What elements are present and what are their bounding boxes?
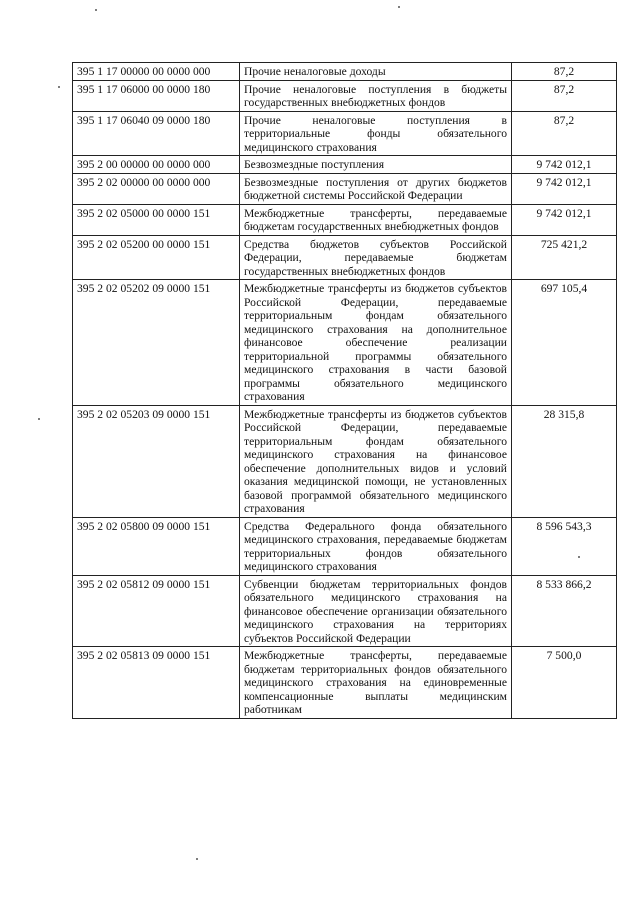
revenue-amount: 9 742 012,1: [512, 156, 617, 174]
revenue-code: 395 2 02 05800 09 0000 151: [73, 517, 240, 575]
revenue-amount: 87,2: [512, 63, 617, 81]
table-row: [73, 517, 617, 575]
table-row: [73, 575, 617, 647]
revenue-name: Межбюджетные трансферты из бюджетов субъектов Российской Федерации, передаваемые территориальным фондам обязательного медицинского страхования на дополнительное финансовое обеспечение реализации территориальной программы обязательного медицинского страхования в части базовой программы обязательного медицинского страхования: [240, 280, 512, 406]
table-row: [73, 647, 617, 719]
revenue-amount: 9 742 012,1: [512, 204, 617, 235]
revenue-code: 395 2 02 05812 09 0000 151: [73, 575, 240, 647]
scan-speck: [95, 9, 97, 11]
revenue-name: Средства Федерального фонда обязательного медицинского страхования, передаваемые бюджетам территориальных фондов обязательного медицинского страхования: [240, 517, 512, 575]
revenue-code: 395 2 02 05200 00 0000 151: [73, 235, 240, 280]
revenue-amount: 697 105,4: [512, 280, 617, 406]
table-row: [73, 204, 617, 235]
revenue-name: Безвозмездные поступления: [240, 156, 512, 174]
scan-speck: [196, 858, 198, 860]
revenue-amount: 28 315,8: [512, 405, 617, 517]
table-row: [73, 156, 617, 174]
revenue-name: Прочие неналоговые поступления в бюджеты государственных внебюджетных фондов: [240, 80, 512, 111]
revenue-amount: 8 533 866,2: [512, 575, 617, 647]
revenue-code: 395 1 17 06040 09 0000 180: [73, 111, 240, 156]
table-row: [73, 111, 617, 156]
revenue-name: Субвенции бюджетам территориальных фондов обязательного медицинского страхования на финансовое обеспечение организации обязательного медицинского страхования на территориях субъектов Российской Федерации: [240, 575, 512, 647]
revenue-amount: 7 500,0: [512, 647, 617, 719]
table-row: [73, 280, 617, 406]
scan-speck: [398, 6, 400, 8]
scan-speck: [58, 86, 60, 88]
table-row: [73, 405, 617, 517]
revenue-code: 395 2 02 05000 00 0000 151: [73, 204, 240, 235]
table-row: [73, 235, 617, 280]
revenue-amount: 725 421,2: [512, 235, 617, 280]
revenue-name: Прочие неналоговые доходы: [240, 63, 512, 81]
revenue-name: Межбюджетные трансферты, передаваемые бюджетам государственных внебюджетных фондов: [240, 204, 512, 235]
revenue-amount: 8 596 543,3: [512, 517, 617, 575]
revenue-code: 395 2 00 00000 00 0000 000: [73, 156, 240, 174]
revenue-name: Прочие неналоговые поступления в территориальные фонды обязательного медицинского страхования: [240, 111, 512, 156]
revenue-code: 395 2 02 05203 09 0000 151: [73, 405, 240, 517]
revenue-amount: 87,2: [512, 80, 617, 111]
table-row: [73, 80, 617, 111]
table-row: [73, 173, 617, 204]
revenue-code: 395 2 02 05202 09 0000 151: [73, 280, 240, 406]
revenue-amount: 9 742 012,1: [512, 173, 617, 204]
revenue-amount: 87,2: [512, 111, 617, 156]
table-row: [73, 63, 617, 81]
revenue-code: 395 2 02 00000 00 0000 000: [73, 173, 240, 204]
revenue-name: Межбюджетные трансферты из бюджетов субъектов Российской Федерации, передаваемые территориальным фондам обязательного медицинского страхования на финансовое обеспечение дополнительных видов и условий оказания медицинской помощи, не установленных базовой программой обязательного медицинского страхования: [240, 405, 512, 517]
revenue-table: [72, 62, 617, 719]
revenue-code: 395 1 17 06000 00 0000 180: [73, 80, 240, 111]
revenue-name: Межбюджетные трансферты, передаваемые бюджетам территориальных фондов обязательного медицинского страхования на единовременные компенсационные выплаты медицинским работникам: [240, 647, 512, 719]
revenue-name: Средства бюджетов субъектов Российской Федерации, передаваемые бюджетам государственных внебюджетных фондов: [240, 235, 512, 280]
revenue-code: 395 2 02 05813 09 0000 151: [73, 647, 240, 719]
revenue-code: 395 1 17 00000 00 0000 000: [73, 63, 240, 81]
scan-speck: [38, 418, 40, 420]
revenue-name: Безвозмездные поступления от других бюджетов бюджетной системы Российской Федерации: [240, 173, 512, 204]
